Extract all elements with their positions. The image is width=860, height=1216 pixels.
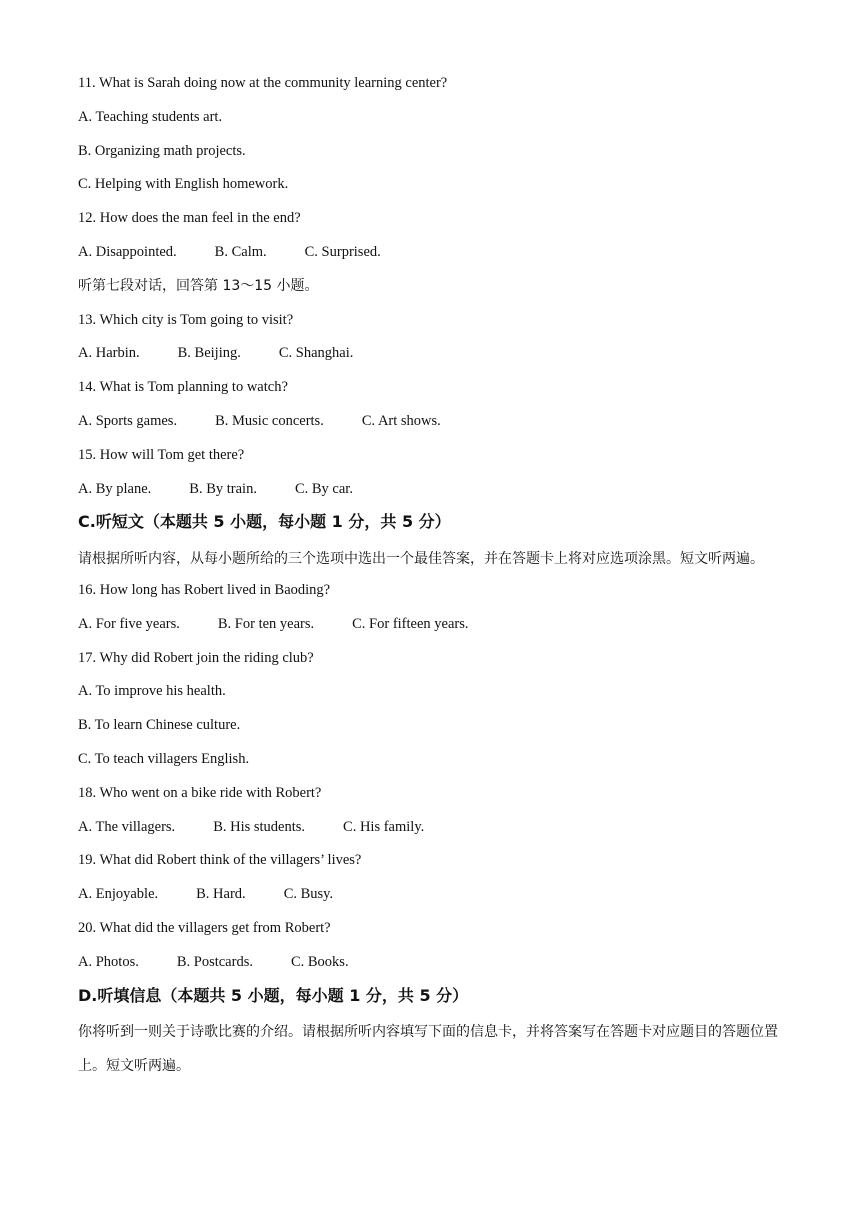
question-13-option-a: A. Harbin.: [78, 345, 140, 362]
question-18-option-a: A. The villagers.: [78, 818, 176, 835]
question-14-stem: 14. What is Tom planning to watch?: [78, 379, 288, 396]
question-11-option-c: C. Helping with English homework.: [78, 176, 289, 193]
question-17-option-a: A. To improve his health.: [78, 683, 226, 700]
question-14-option-a: A. Sports games.: [78, 412, 178, 429]
question-12-options: [78, 239, 778, 273]
section-d-heading: D.听填信息（本题共 5 小题，每小题 1 分，共 5 分）: [78, 985, 469, 1005]
question-11-option-a: A. Teaching students art.: [78, 108, 223, 125]
dialogue-7-instruction: 听第七段对话，回答第 13～15 小题。: [78, 277, 319, 294]
question-19-stem: 19. What did Robert think of the villagers’ lives?: [78, 852, 362, 869]
question-16-options: [78, 611, 778, 645]
question-15-stem: 15. How will Tom get there?: [78, 446, 245, 463]
question-12-option-b: B. Calm.: [214, 243, 267, 260]
question-15-option-b: B. By train.: [189, 480, 257, 497]
question-13-stem: 13. Which city is Tom going to visit?: [78, 311, 294, 328]
question-16-option-a: A. For five years.: [78, 615, 180, 632]
question-14-options: [78, 408, 778, 442]
question-15-options: [78, 476, 778, 510]
question-12-option-a: A. Disappointed.: [78, 243, 177, 260]
question-11-stem: 11. What is Sarah doing now at the community learning center?: [78, 75, 448, 91]
question-19-option-a: A. Enjoyable.: [78, 886, 159, 903]
section-c-instruction: 请根据所听内容，从每小题所给的三个选项中选出一个最佳答案，并在答题卡上将对应选项涂黑。短文听两遍。: [78, 551, 764, 568]
question-12-stem: 12. How does the man feel in the end?: [78, 210, 301, 227]
exam-page: [78, 70, 778, 1084]
question-18-stem: 18. Who went on a bike ride with Robert?: [78, 784, 322, 801]
question-20-option-a: A. Photos.: [78, 953, 139, 970]
question-14-option-b: B. Music concerts.: [215, 412, 324, 429]
question-15-option-c: C. By car.: [294, 480, 353, 497]
question-12-option-c: C. Surprised.: [304, 243, 381, 260]
question-13-options: [78, 340, 778, 374]
question-20-option-c: C. Books.: [290, 953, 349, 970]
question-19-option-b: B. Hard.: [196, 886, 246, 903]
section-c-heading: C.听短文（本题共 5 小题，每小题 1 分，共 5 分）: [78, 512, 451, 532]
question-18-options: [78, 814, 778, 848]
section-d-instruction: 你将听到一则关于诗歌比赛的介绍。请根据所听内容填写下面的信息卡，并将答案写在答题卡对应题目的答题位置上。短文听两遍。: [78, 1024, 778, 1075]
question-16-option-c: C. For fifteen years.: [352, 615, 469, 632]
question-16-option-b: B. For ten years.: [217, 615, 315, 632]
question-13-option-c: C. Shanghai.: [278, 345, 354, 362]
question-15-option-a: A. By plane.: [78, 480, 152, 497]
question-17-option-b: B. To learn Chinese culture.: [78, 717, 241, 734]
question-19-options: [78, 881, 778, 915]
question-16-stem: 16. How long has Robert lived in Baoding?: [78, 581, 331, 598]
question-17-option-c: C. To teach villagers English.: [78, 750, 250, 767]
question-20-option-b: B. Postcards.: [176, 953, 253, 970]
question-19-option-c: C. Busy.: [283, 886, 334, 903]
question-13-option-b: B. Beijing.: [177, 345, 241, 362]
question-20-options: [78, 949, 778, 983]
question-18-option-b: B. His students.: [213, 818, 306, 835]
question-20-stem: 20. What did the villagers get from Robert?: [78, 919, 331, 936]
question-18-option-c: C. His family.: [343, 818, 425, 835]
question-11-option-b: B. Organizing math projects.: [78, 142, 246, 159]
question-17-stem: 17. Why did Robert join the riding club?: [78, 649, 314, 666]
question-14-option-c: C. Art shows.: [361, 412, 441, 429]
